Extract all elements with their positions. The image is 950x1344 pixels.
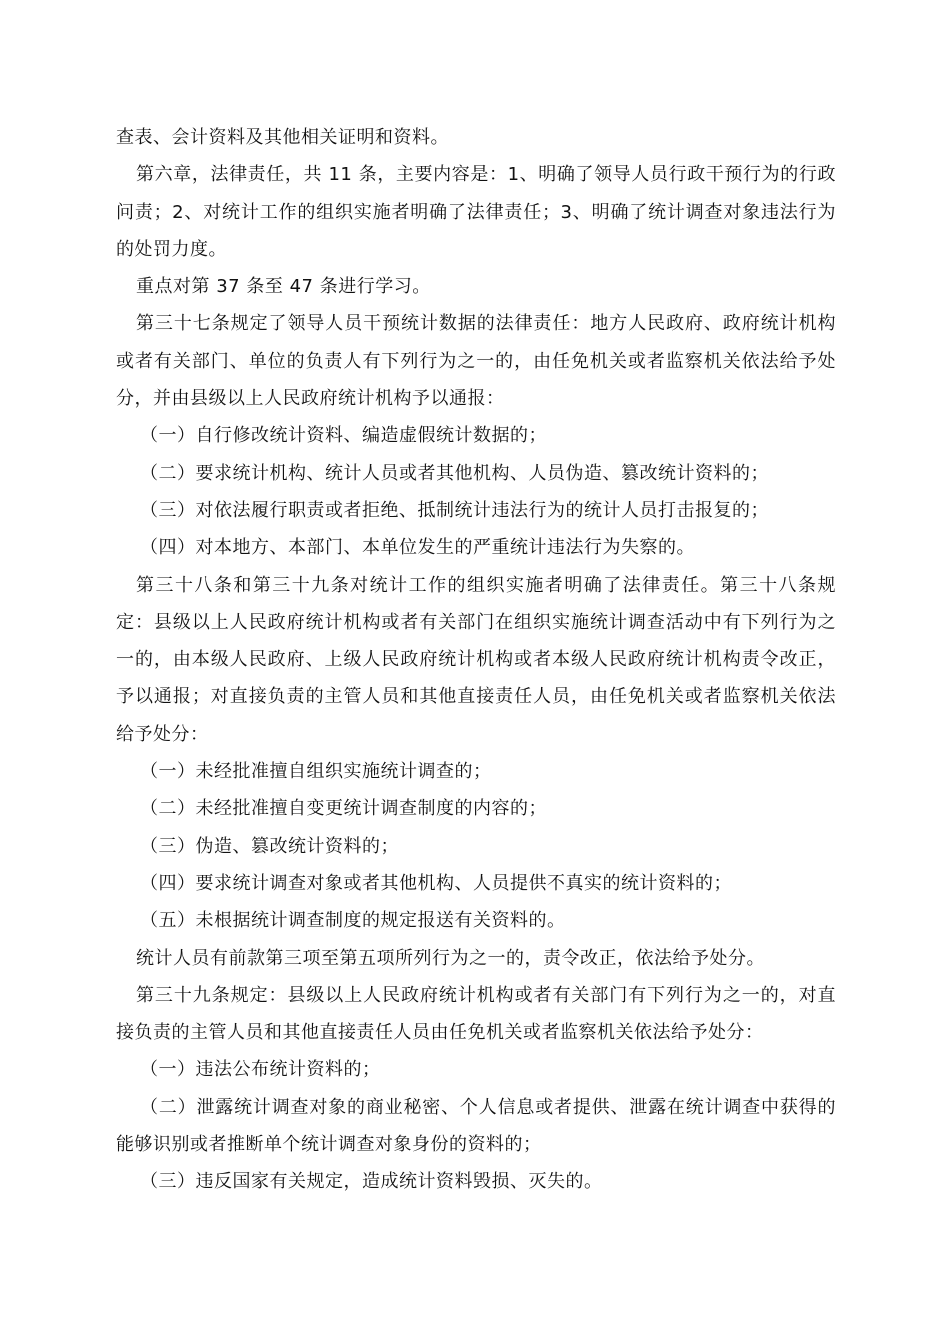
list-item: （四）对本地方、本部门、本单位发生的严重统计违法行为失察的。	[140, 537, 695, 559]
list-item: （三）伪造、篡改统计资料的；	[140, 835, 399, 857]
list-item: （二）未经批准擅自变更统计调查制度的内容的；	[140, 798, 547, 820]
list-item: （一）未经批准擅自组织实施统计调查的；	[140, 761, 492, 783]
list-item: （一）违法公布统计资料的；	[140, 1059, 381, 1081]
paragraph: 第三十八条和第三十九条对统计工作的组织实施者明确了法律责任。第三十八条规定：县级以上人民政府统计机构或者有关部门在组织实施统计调查活动中有下列行为之一的，由本级人民政府、上级人民政府统计机构或者本级人民政府统计机构责令改正，予以通报；对直接负责的主管人员和其他直接责任人员，由任免机关或者监察机关依法给予处分：	[116, 574, 836, 745]
list-item: （四）要求统计调查对象或者其他机构、人员提供不真实的统计资料的；	[140, 872, 732, 894]
list-item: （二）要求统计机构、统计人员或者其他机构、人员伪造、篡改统计资料的；	[140, 462, 769, 484]
paragraph: 重点对第 37 条至 47 条进行学习。	[136, 276, 431, 298]
list-item: （二）泄露统计调查对象的商业秘密、个人信息或者提供、泄露在统计调查中获得的能够识别或者推断单个统计调查对象身份的资料的；	[116, 1096, 836, 1156]
paragraph: 第三十九条规定：县级以上人民政府统计机构或者有关部门有下列行为之一的，对直接负责的主管人员和其他直接责任人员由任免机关或者监察机关依法给予处分：	[116, 984, 836, 1044]
list-item: （三）违反国家有关规定，造成统计资料毁损、灭失的。	[140, 1171, 603, 1193]
paragraph: 第三十七条规定了领导人员干预统计数据的法律责任：地方人民政府、政府统计机构或者有关部门、单位的负责人有下列行为之一的，由任免机关或者监察机关依法给予处分，并由县级以上人民政府统计机构予以通报：	[116, 313, 836, 410]
paragraph: 查表、会计资料及其他相关证明和资料。	[116, 127, 449, 148]
paragraph: 第六章，法律责任，共 11 条，主要内容是：1、明确了领导人员行政干预行为的行政问责；2、对统计工作的组织实施者明确了法律责任；3、明确了统计调查对象违法行为的处罚力度。	[116, 164, 836, 260]
list-item: （五）未根据统计调查制度的规定报送有关资料的。	[140, 910, 566, 932]
list-item: （一）自行修改统计资料、编造虚假统计数据的；	[140, 425, 547, 447]
list-item: （三）对依法履行职责或者拒绝、抵制统计违法行为的统计人员打击报复的；	[140, 499, 769, 521]
document-body	[116, 119, 836, 1201]
paragraph: 统计人员有前款第三项至第五项所列行为之一的，责令改正，依法给予处分。	[136, 947, 765, 969]
